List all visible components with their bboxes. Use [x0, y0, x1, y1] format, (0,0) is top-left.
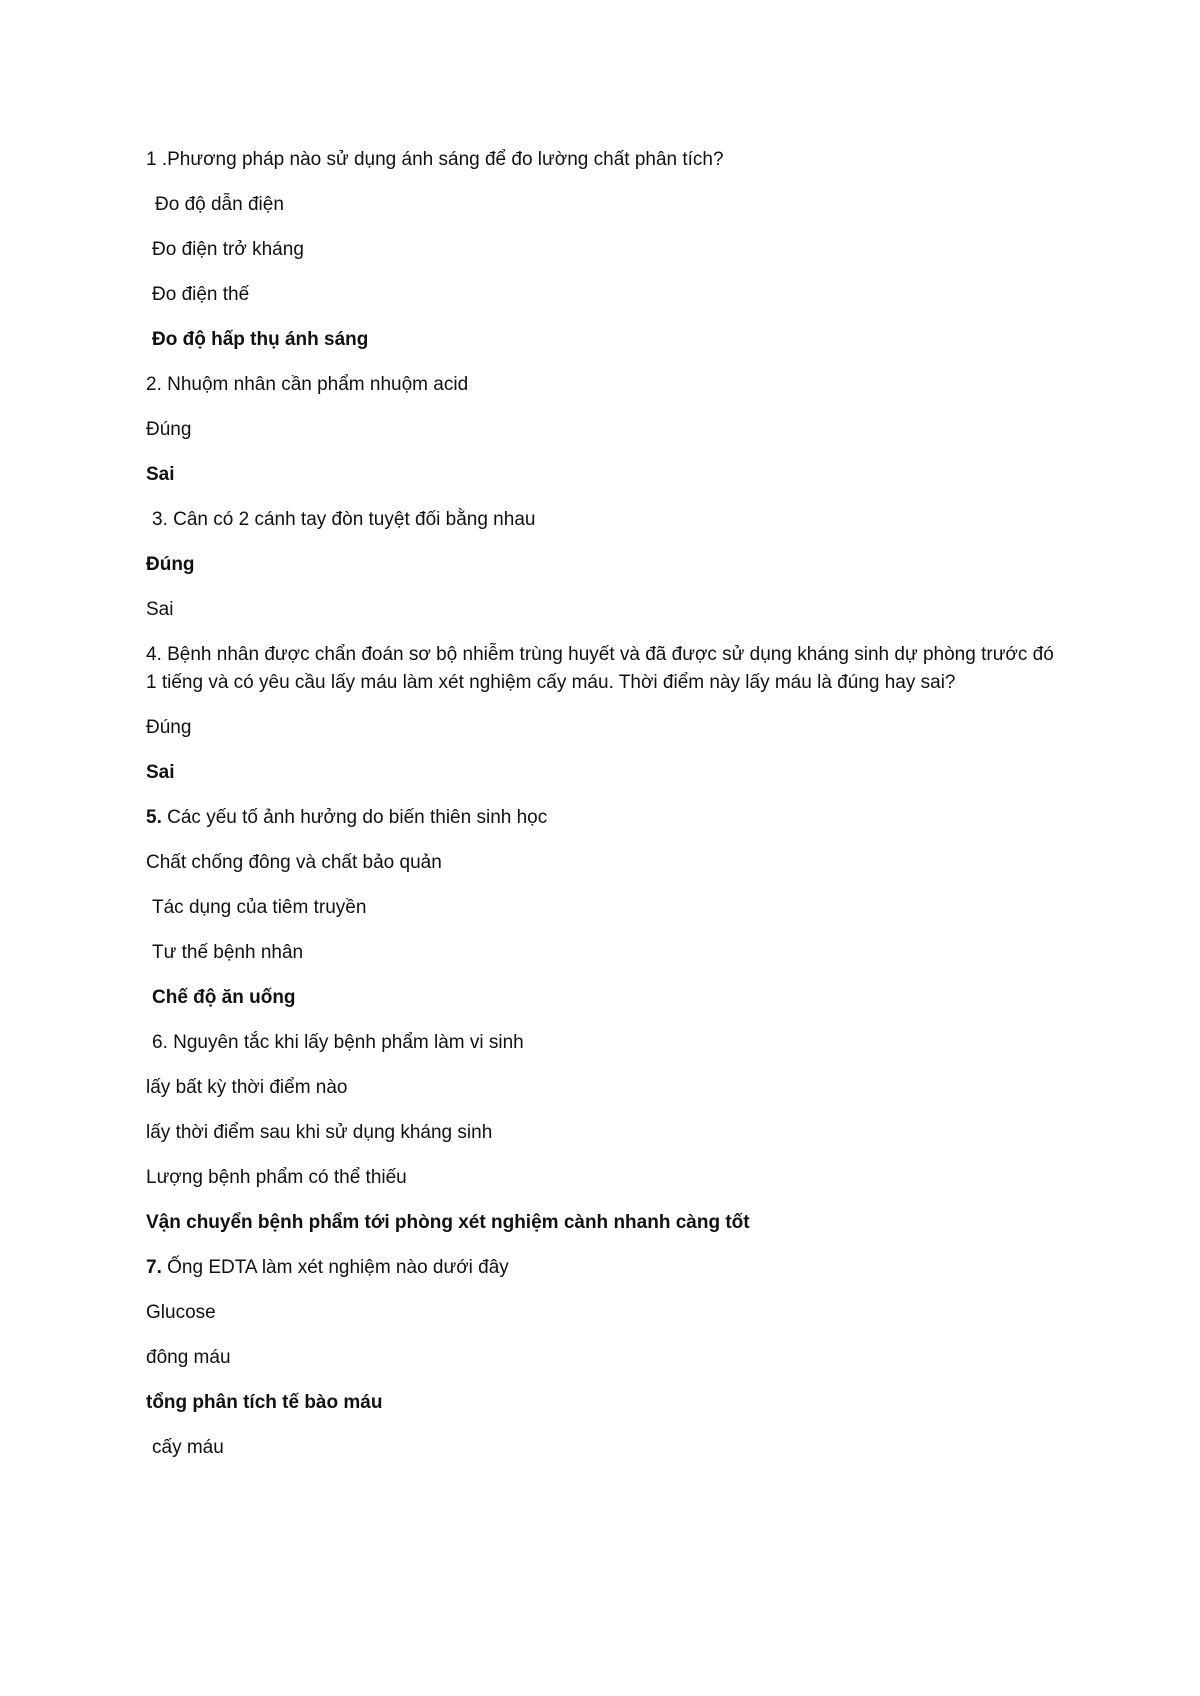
option-text: Đúng — [146, 419, 192, 440]
option-text: Tư thế bệnh nhân — [152, 942, 304, 963]
answer-text: Sai — [146, 464, 175, 485]
option-text: lấy thời điểm sau khi sử dụng kháng sinh — [146, 1122, 493, 1143]
option-text: Glucose — [146, 1302, 216, 1323]
option-text: Đo điện thế — [152, 284, 250, 305]
question-4: 4. Bệnh nhân được chẩn đoán sơ bộ nhiễm trùng huyết và đã được sử dụng kháng sinh dự phòng trước đó 1 tiếng và có yêu cầu lấy máu làm xét nghiệm cấy máu. Thời điểm này lấy máu là đúng hay sai? — [146, 644, 1054, 693]
answer-text: tổng phân tích tế bào máu — [146, 1392, 383, 1413]
question-text: Các yếu tố ảnh hưởng do biến thiên sinh học — [161, 807, 548, 828]
question-6: 6. Nguyên tắc khi lấy bệnh phẩm làm vi sinh — [152, 1032, 524, 1053]
answer-text: Đúng — [146, 554, 195, 575]
question-7 — [146, 1254, 1066, 1282]
option-text: cấy máu — [152, 1437, 224, 1458]
option-text: Lượng bệnh phẩm có thể thiếu — [146, 1167, 407, 1188]
answer-text: Vận chuyển bệnh phẩm tới phòng xét nghiệm cành nhanh càng tốt — [146, 1212, 750, 1233]
option-text: Đúng — [146, 717, 192, 738]
answer-text: Sai — [146, 762, 175, 783]
option-text: Chất chống đông và chất bảo quản — [146, 852, 442, 873]
option-text: Tác dụng của tiêm truyền — [152, 897, 367, 918]
question-5 — [146, 804, 1066, 832]
option-text: lấy bất kỳ thời điểm nào — [146, 1077, 348, 1098]
option-text: Đo độ dẫn điện — [155, 194, 284, 215]
option-text: đông máu — [146, 1347, 231, 1368]
answer-text: Chế độ ăn uống — [152, 987, 296, 1008]
document-content — [146, 146, 1066, 1479]
option-text: Sai — [146, 599, 174, 620]
question-1: 1 .Phương pháp nào sử dụng ánh sáng để đo lường chất phân tích? — [146, 149, 724, 170]
option-text: Đo điện trở kháng — [152, 239, 304, 260]
question-2: 2. Nhuộm nhân cần phẩm nhuộm acid — [146, 374, 469, 395]
question-number: 5. — [146, 807, 162, 828]
question-text: Ống EDTA làm xét nghiệm nào dưới đây — [161, 1257, 509, 1278]
question-3: 3. Cân có 2 cánh tay đòn tuyệt đối bằng nhau — [152, 509, 536, 530]
question-number: 7. — [146, 1257, 162, 1278]
answer-text: Đo độ hấp thụ ánh sáng — [152, 329, 369, 350]
